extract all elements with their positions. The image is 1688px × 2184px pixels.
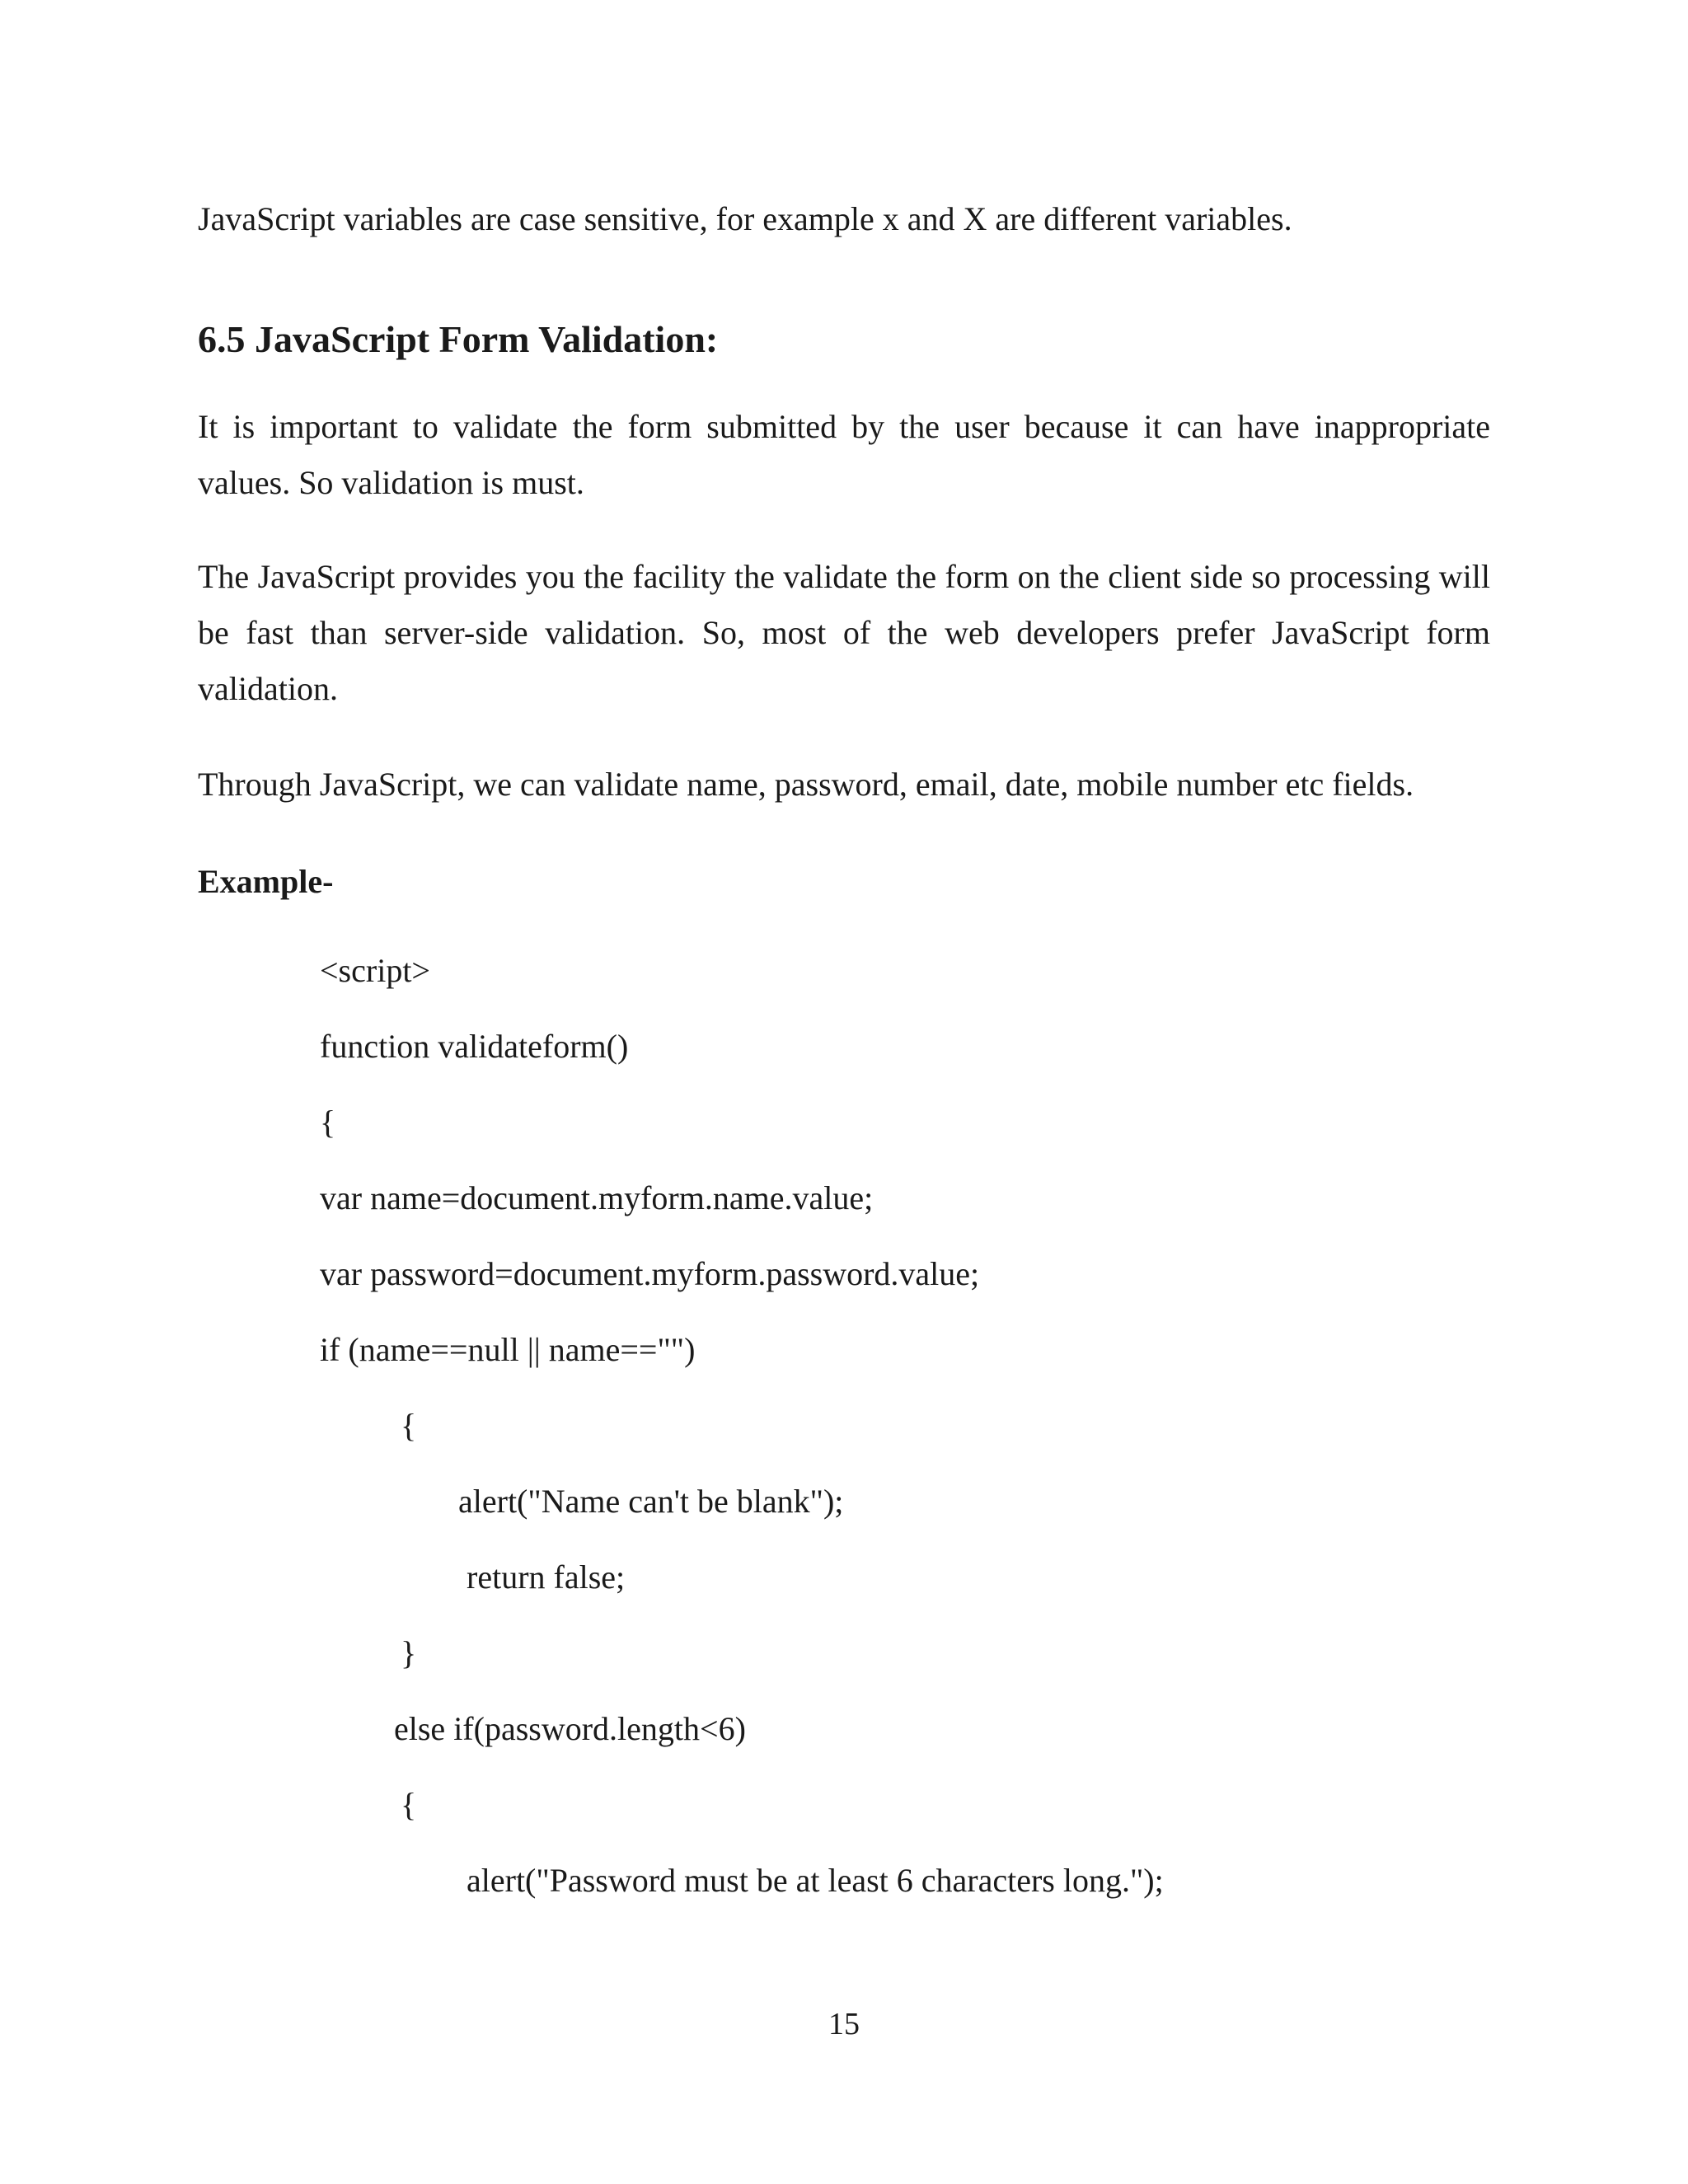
code-line: var name=document.myform.name.value;: [320, 1179, 874, 1216]
intro-paragraph: JavaScript variables are case sensitive, for example x and X are different variables.: [198, 200, 1292, 237]
code-line: alert("Password must be at least 6 characters long.");: [467, 1862, 1164, 1899]
code-line: else if(password.length<6): [394, 1710, 746, 1747]
code-line: return false;: [467, 1558, 626, 1596]
paragraph-validation-importance: It is important to validate the form submitted by the user because it can have inappropriate values. So validation is must.: [198, 408, 1490, 501]
code-line: {: [320, 1104, 336, 1141]
paragraph-client-side-validation: The JavaScript provides you the facility the validate the form on the client side so processing will be fast than server-side validation. So, most of the web developers prefer JavaScript form validation.: [198, 558, 1490, 707]
code-line: <script>: [320, 952, 430, 989]
example-label: Example-: [198, 863, 334, 900]
code-line: function validateform(): [320, 1028, 629, 1065]
code-line: {: [401, 1786, 417, 1823]
code-line: }: [401, 1634, 417, 1671]
section-heading: 6.5 JavaScript Form Validation:: [198, 318, 719, 360]
paragraph-validatable-fields: Through JavaScript, we can validate name, password, email, date, mobile number etc fields.: [198, 766, 1414, 803]
code-line: alert("Name can't be blank");: [458, 1483, 844, 1520]
page-number: 15: [828, 2007, 860, 2041]
code-line: {: [401, 1407, 417, 1444]
code-line: var password=document.myform.password.value;: [320, 1255, 980, 1292]
code-line: if (name==null || name==""): [320, 1331, 696, 1368]
